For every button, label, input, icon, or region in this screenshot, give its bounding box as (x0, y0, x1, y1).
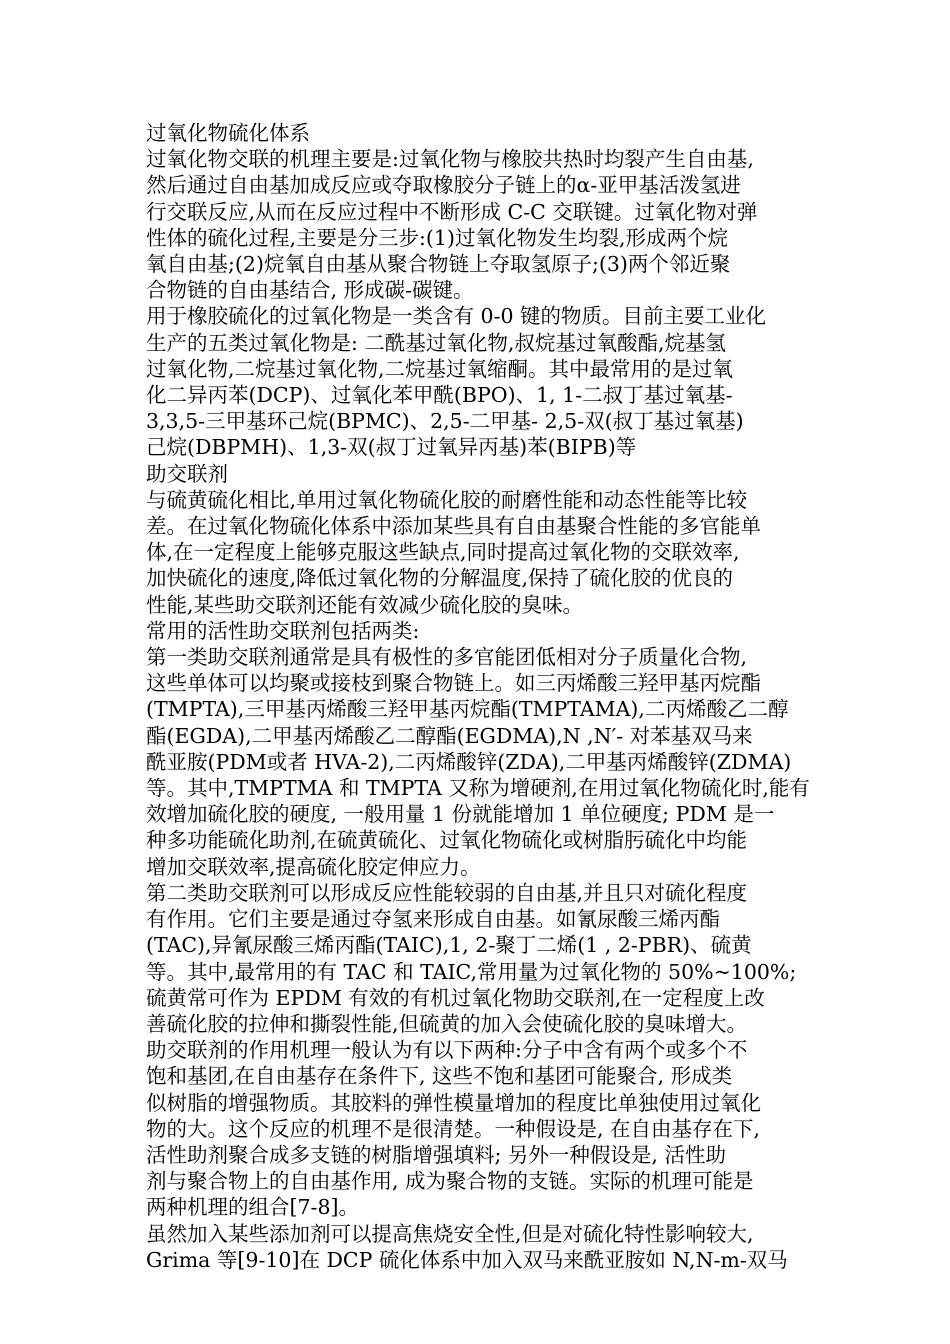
text-line: 活性助剂聚合成多支链的树脂增强填料; 另外一种假设是, 活性助 (146, 1142, 726, 1167)
text-line: 3,3,5-三甲基环己烷(BPMC)、2,5-二甲基- 2,5-双(叔丁基过氧基) (146, 409, 744, 434)
text-line: 等。其中,最常用的有 TAC 和 TAIC,常用量为过氧化物的 50%~100%; (146, 959, 797, 984)
text-line: 用于橡胶硫化的过氧化物是一类含有 0-0 键的物质。目前主要工业化 (146, 304, 767, 329)
text-line: (TAC),异氰尿酸三烯丙酯(TAIC),1, 2-聚丁二烯(1 , 2-PBR)、硫黄 (146, 933, 752, 958)
text-line: 体,在一定程度上能够克服这些缺点,同时提高过氧化物的交联效率, (146, 540, 740, 565)
text-line: 生产的五类过氧化物是: 二酰基过氧化物,叔烷基过氧酸酯,烷基氢 (146, 330, 726, 355)
text-line: 酯(EGDA),二甲基丙烯酸乙二醇酯(EGDMA),N ,N′- 对苯基双马来 (146, 723, 753, 748)
text-line: 过氧化物硫化体系 (146, 121, 310, 145)
text-line: 有作用。它们主要是通过夺氢来形成自由基。如氰尿酸三烯丙酯 (146, 907, 720, 932)
text-line: 等。其中,TMPTMA 和 TMPTA 又称为增硬剂,在用过氧化物硫化时,能有 (146, 776, 810, 801)
text-line: 过氧化物交联的机理主要是:过氧化物与橡胶共热时均裂产生自由基, (146, 147, 754, 172)
text-line: 善硫化胶的拉伸和撕裂性能,但硫黄的加入会使硫化胶的臭味增大。 (146, 1011, 748, 1036)
text-line: 常用的活性助交联剂包括两类: (146, 618, 420, 643)
text-line: 两种机理的组合[7-8]。 (146, 1195, 360, 1220)
text-line: (TMPTA),三甲基丙烯酸三羟甲基丙烷酯(TMPTAMA),二丙烯酸乙二醇 (146, 697, 789, 722)
text-line: 饱和基团,在自由基存在条件下, 这些不饱和基团可能聚合, 形成类 (146, 1064, 733, 1089)
text-line: 这些单体可以均聚或接枝到聚合物链上。如三丙烯酸三羟甲基丙烷酯 (146, 671, 761, 696)
text-line: 增加交联效率,提高硫化胶定伸应力。 (146, 854, 481, 879)
text-line: 助交联剂 (146, 461, 228, 486)
text-line: 助交联剂的作用机理一般认为有以下两种:分子中含有两个或多个不 (146, 1038, 748, 1063)
text-line: 物的大。这个反应的机理不是很清楚。一种假设是, 在自由基存在下, (146, 1116, 761, 1141)
text-line: 性体的硫化过程,主要是分三步:(1)过氧化物发生均裂,形成两个烷 (146, 225, 728, 250)
text-line: 行交联反应,从而在反应过程中不断形成 C-C 交联键。过氧化物对弹 (146, 199, 758, 224)
text-line: 己烷(DBPMH)、1,3-双(叔丁过氧异丙基)苯(BIPB)等 (146, 435, 637, 460)
text-line: 硫黄常可作为 EPDM 有效的有机过氧化物助交联剂,在一定程度上改 (146, 985, 765, 1010)
text-line: 虽然加入某些添加剂可以提高焦烧安全性,但是对硫化特性影响较大, (146, 1221, 754, 1246)
document-body (146, 120, 826, 1273)
text-line: 性能,某些助交联剂还能有效减少硫化胶的臭味。 (146, 592, 584, 617)
text-line: 似树脂的增强物质。其胶料的弹性模量增加的程度比单独使用过氧化 (146, 1090, 761, 1115)
text-line: 然后通过自由基加成反应或夺取橡胶分子链上的α-亚甲基活泼氢进 (146, 173, 741, 198)
text-line: 剂与聚合物上的自由基作用, 成为聚合物的支链。实际的机理可能是 (146, 1169, 754, 1194)
text-line: 与硫黄硫化相比,单用过氧化物硫化胶的耐磨性能和动态性能等比较 (146, 487, 748, 512)
text-line: 第二类助交联剂可以形成反应性能较弱的自由基,并且只对硫化程度 (146, 880, 748, 905)
text-line: 加快硫化的速度,降低过氧化物的分解温度,保持了硫化胶的优良的 (146, 566, 734, 591)
text-line: 第一类助交联剂通常是具有极性的多官能团低相对分子质量化合物, (146, 645, 748, 670)
text-line: 氧自由基;(2)烷氧自由基从聚合物链上夺取氢原子;(3)两个邻近聚 (146, 252, 731, 277)
text-line: 合物链的自由基结合, 形成碳-碳键。 (146, 278, 474, 303)
text-line: 酰亚胺(PDM或者 HVA-2),二丙烯酸锌(ZDA),二甲基丙烯酸锌(ZDMA) (146, 749, 792, 774)
text-line: 差。在过氧化物硫化体系中添加某些具有自由基聚合性能的多官能单 (146, 514, 761, 539)
text-line: Grima 等[9-10]在 DCP 硫化体系中加入双马来酰亚胺如 N,N-m-双马 (146, 1247, 788, 1272)
text-line: 种多功能硫化助剂,在硫黄硫化、过氧化物硫化或树脂肟硫化中均能 (146, 828, 748, 853)
text-line: 过氧化物,二烷基过氧化物,二烷基过氧缩酮。其中最常用的是过氧 (146, 356, 734, 381)
text-line: 效增加硫化胶的硬度, 一般用量 1 份就能增加 1 单位硬度; PDM 是一 (146, 802, 775, 827)
text-line: 化二异丙苯(DCP)、过氧化苯甲酰(BPO)、1, 1-二叔丁基过氧基- (146, 383, 733, 408)
